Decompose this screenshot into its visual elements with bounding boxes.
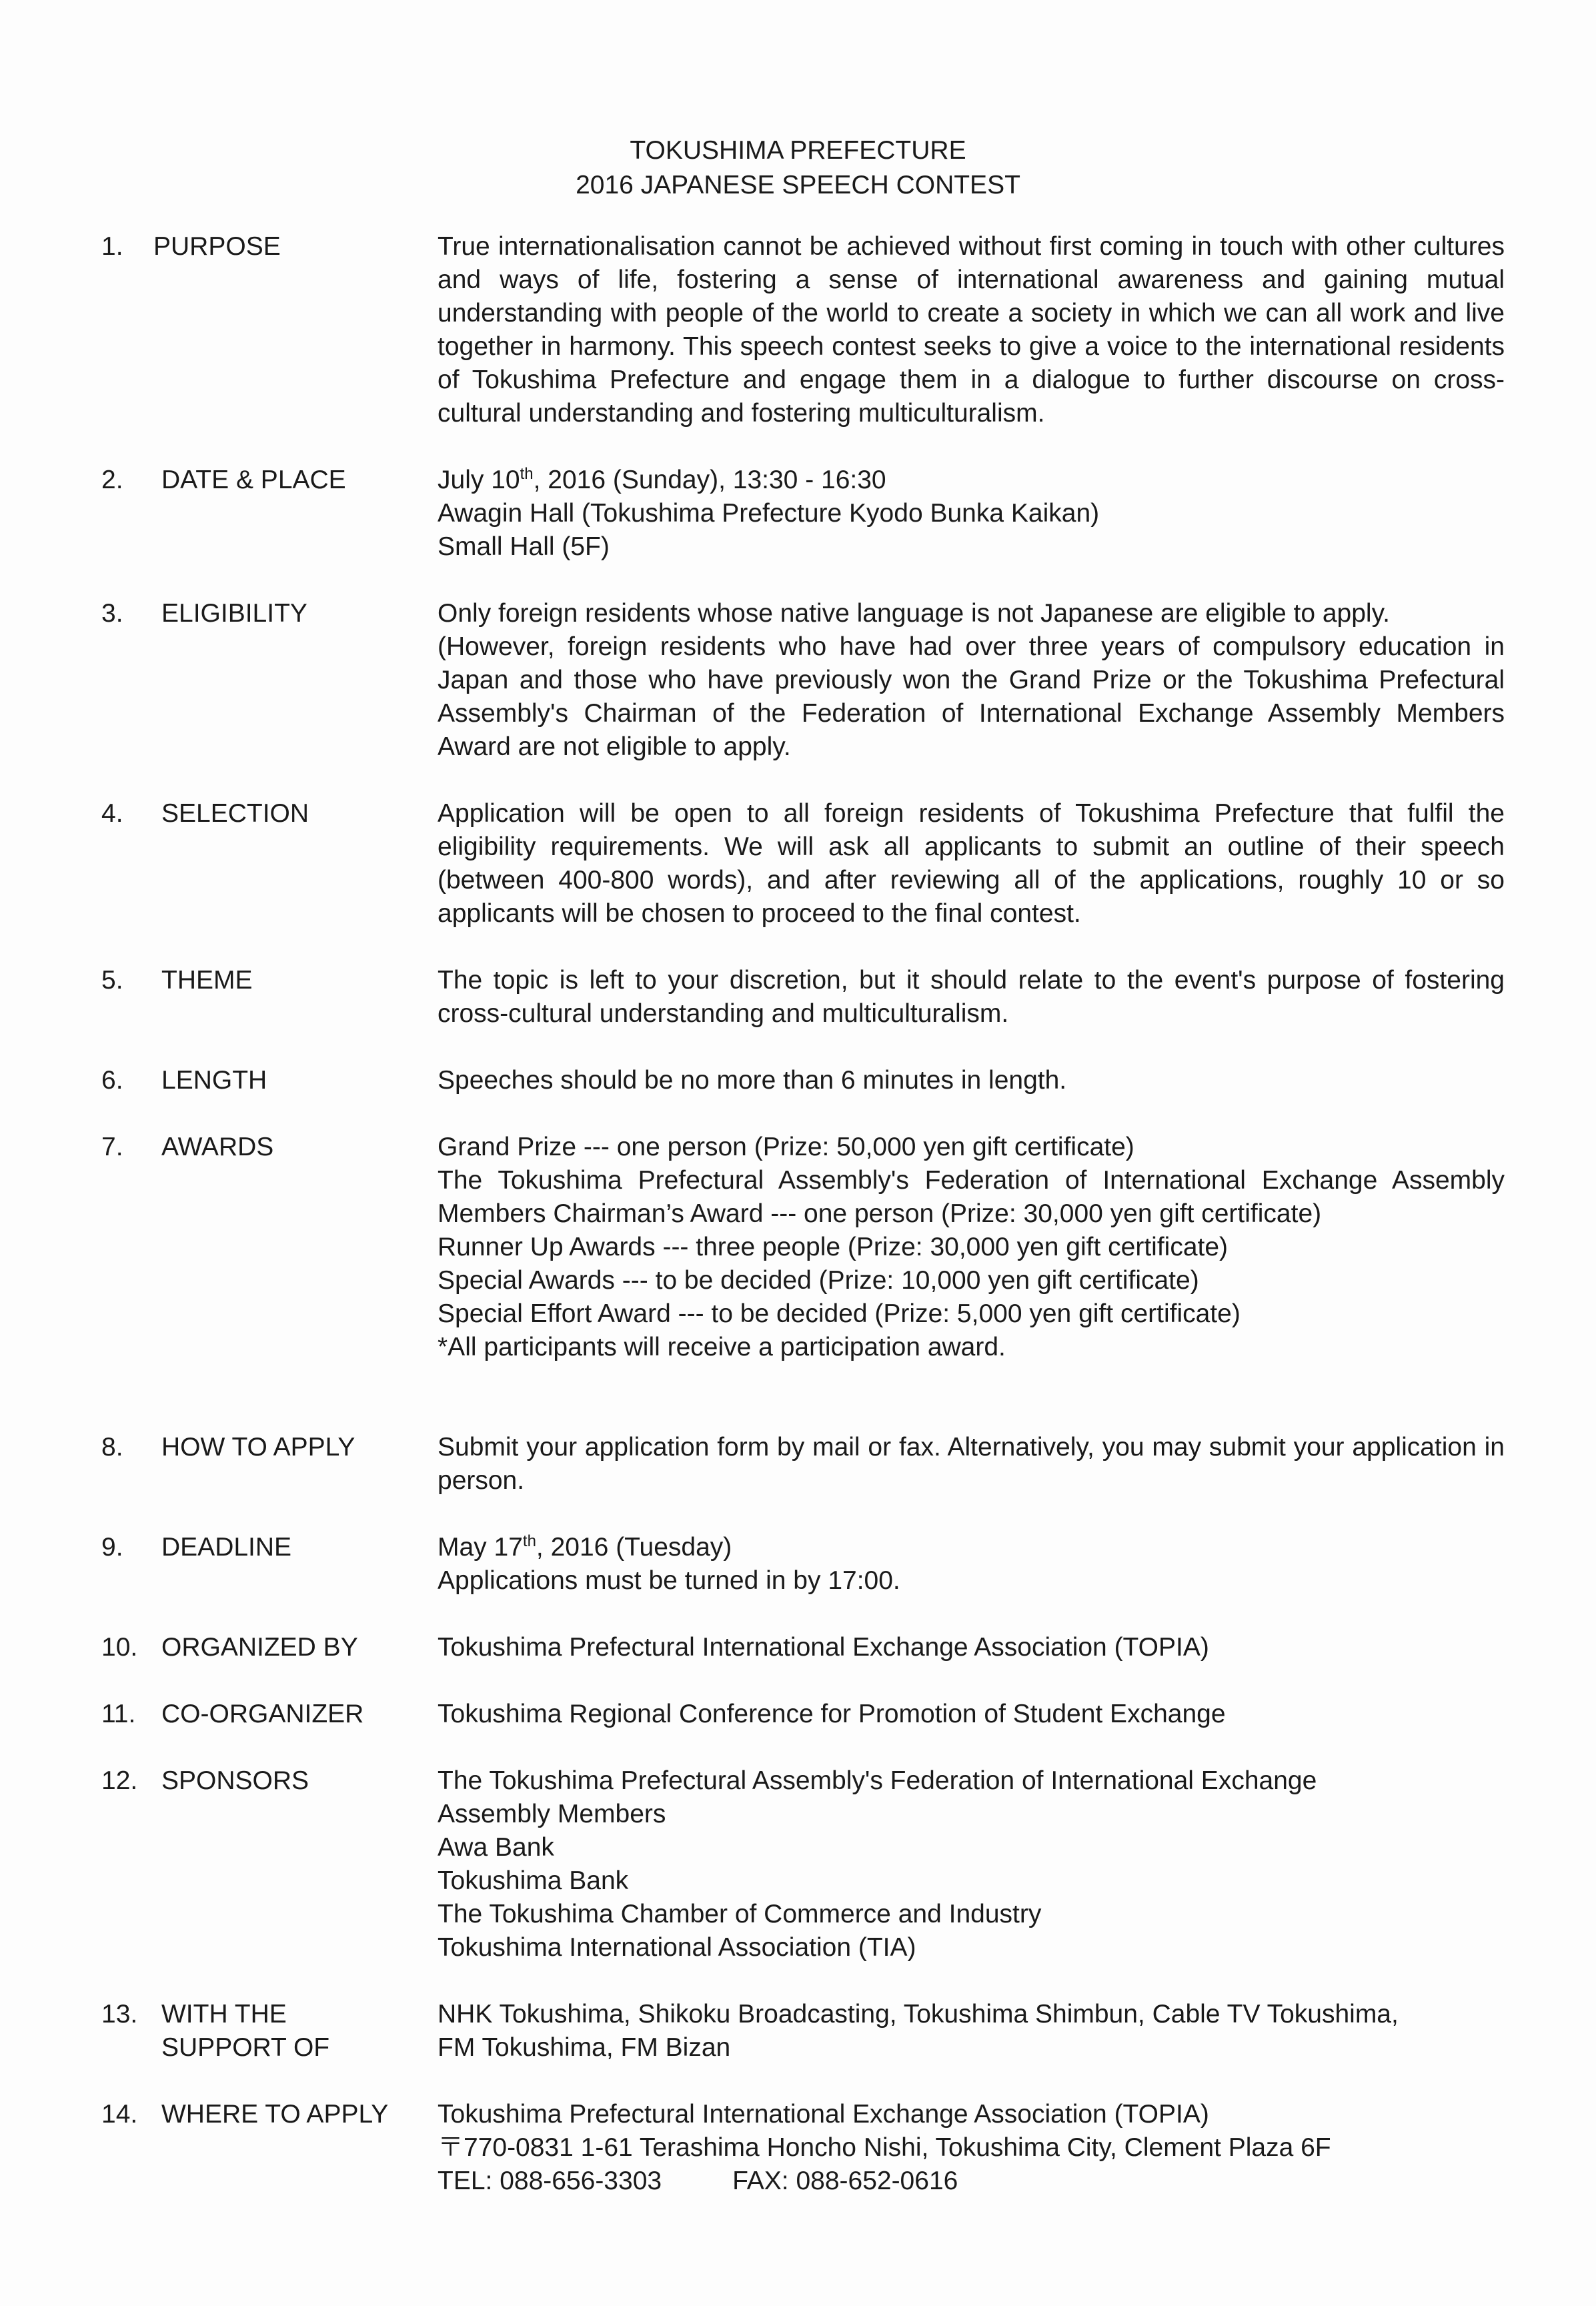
section-number: 10.	[101, 1633, 138, 1662]
selection-text: Application will be open to all foreign residents of Tokushima Prefecture that fulfil the eligibility requirements. We will ask all applicants to submit an outline of their speech (between 400-800 words), and after reviewing all of the applications, roughly 10 or so applicants will be chosen to proceed to the final contest.	[438, 799, 1505, 928]
section-number: 14.	[101, 2100, 138, 2129]
eligibility-rule: Only foreign residents whose native language is not Japanese are eligible to apply.	[438, 599, 1391, 628]
date-place-content	[438, 464, 1505, 564]
section-label: THEME	[161, 966, 253, 995]
award-chairman: The Tokushima Prefectural Assembly's Federation of International Exchange Assembly Members Chairman’s Award --- one person (Prize: 30,000 yen gift certificate)	[438, 1166, 1505, 1228]
section-number: 5.	[101, 966, 123, 995]
deadline-content	[438, 1531, 1505, 1598]
section-label: SELECTION	[161, 799, 309, 828]
section-label: DEADLINE	[161, 1533, 292, 1562]
sponsor-item: Tokushima Bank	[438, 1866, 629, 1895]
event-venue: Awagin Hall (Tokushima Prefecture Kyodo Bunka Kaikan)	[438, 499, 1100, 528]
sponsor-item: Awa Bank	[438, 1833, 554, 1862]
section-label-line: WITH THE	[161, 2000, 287, 2029]
section-number: 9.	[101, 1533, 123, 1562]
section-number: 3.	[101, 599, 123, 628]
awards-list	[438, 1131, 1505, 1364]
section-label-line: SUPPORT OF	[161, 2033, 330, 2062]
support-list	[438, 1998, 1505, 2065]
section-number: 11.	[101, 1700, 136, 1728]
section-number: 13.	[101, 2000, 138, 2029]
deadline-date: May 17th, 2016 (Tuesday)	[438, 1532, 732, 1562]
contact-tel: TEL: 088-656-3303	[438, 2167, 662, 2195]
award-special-effort: Special Effort Award --- to be decided (Prize: 5,000 yen gift certificate)	[438, 1299, 1241, 1328]
section-label: AWARDS	[161, 1133, 274, 1161]
contact-address: 〒770-0831 1-61 Terashima Honcho Nishi, Tokushima City, Clement Plaza 6F	[438, 2133, 1331, 2162]
section-number: 2.	[101, 466, 123, 494]
section-number: 7.	[101, 1133, 123, 1161]
sponsor-item: The Tokushima Prefectural Assembly's Federation of International Exchange	[438, 1766, 1317, 1795]
length-text: Speeches should be no more than 6 minutes in length.	[438, 1066, 1067, 1095]
section-label: SPONSORS	[161, 1766, 309, 1795]
support-line: NHK Tokushima, Shikoku Broadcasting, Tokushima Shimbun, Cable TV Tokushima,	[438, 2000, 1399, 2029]
contact-organization: Tokushima Prefectural International Exchange Association (TOPIA)	[438, 2100, 1209, 2129]
eligibility-exceptions: (However, foreign residents who have had over three years of compulsory education in Japan and those who have previously won the Grand Prize or the Tokushima Prefectural Assembly's Chairman of the Federation of International Exchange Assembly Members Award are not eligible to apply.	[438, 632, 1505, 761]
contact-fax: FAX: 088-652-0616	[732, 2167, 958, 2195]
title-line-prefecture: TOKUSHIMA PREFECTURE	[630, 136, 966, 165]
award-grand-prize: Grand Prize --- one person (Prize: 50,000 yen gift certificate)	[438, 1133, 1134, 1161]
where-to-apply-content	[438, 2098, 1505, 2198]
sponsor-item: The Tokushima Chamber of Commerce and Industry	[438, 1900, 1042, 1928]
section-number: 8.	[101, 1433, 123, 1462]
co-organizer-text: Tokushima Regional Conference for Promotion of Student Exchange	[438, 1700, 1226, 1728]
award-participation-note: *All participants will receive a participation award.	[438, 1333, 1006, 1361]
event-room: Small Hall (5F)	[438, 532, 610, 561]
how-to-apply-text: Submit your application form by mail or fax. Alternatively, you may submit your application in person.	[438, 1433, 1505, 1495]
section-label: HOW TO APPLY	[161, 1433, 355, 1462]
award-special: Special Awards --- to be decided (Prize: 10,000 yen gift certificate)	[438, 1266, 1199, 1295]
section-number: 12.	[101, 1766, 138, 1795]
section-label: DATE & PLACE	[161, 466, 346, 494]
section-label: LENGTH	[161, 1066, 267, 1095]
deadline-time: Applications must be turned in by 17:00.	[438, 1566, 900, 1595]
section-number: 6.	[101, 1066, 123, 1095]
theme-text: The topic is left to your discretion, but it should relate to the event's purpose of fostering cross-cultural understanding and multiculturalism.	[438, 966, 1505, 1028]
support-line: FM Tokushima, FM Bizan	[438, 2033, 731, 2062]
contact-phone-fax	[438, 2165, 1505, 2198]
document-title	[0, 133, 1596, 203]
purpose-text: True internationalisation cannot be achieved without first coming in touch with other cultures and ways of life, fostering a sense of international awareness and gaining mutual understanding with people of the world to create a society in which we can all work and live together in harmony. This speech contest seeks to give a voice to the international residents of Tokushima Prefecture and engage them in a dialogue to further discourse on cross-cultural understanding and fostering multiculturalism.	[438, 232, 1505, 428]
section-label: ELIGIBILITY	[161, 599, 307, 628]
title-line-contest: 2016 JAPANESE SPEECH CONTEST	[576, 171, 1020, 199]
sponsors-list	[438, 1764, 1505, 1964]
event-date: July 10th, 2016 (Sunday), 13:30 - 16:30	[438, 465, 886, 494]
eligibility-content	[438, 597, 1505, 764]
sponsor-item: Tokushima International Association (TIA)	[438, 1933, 916, 1962]
organizer-text: Tokushima Prefectural International Exchange Association (TOPIA)	[438, 1633, 1209, 1662]
section-label: PURPOSE	[153, 232, 281, 261]
section-label: ORGANIZED BY	[161, 1633, 358, 1662]
sponsor-item: Assembly Members	[438, 1800, 666, 1828]
section-number: 4.	[101, 799, 123, 828]
section-number: 1.	[101, 232, 123, 261]
section-label	[161, 1998, 428, 2065]
section-label: CO-ORGANIZER	[161, 1700, 364, 1728]
section-label: WHERE TO APPLY	[161, 2100, 389, 2129]
award-runner-up: Runner Up Awards --- three people (Prize: 30,000 yen gift certificate)	[438, 1233, 1229, 1261]
